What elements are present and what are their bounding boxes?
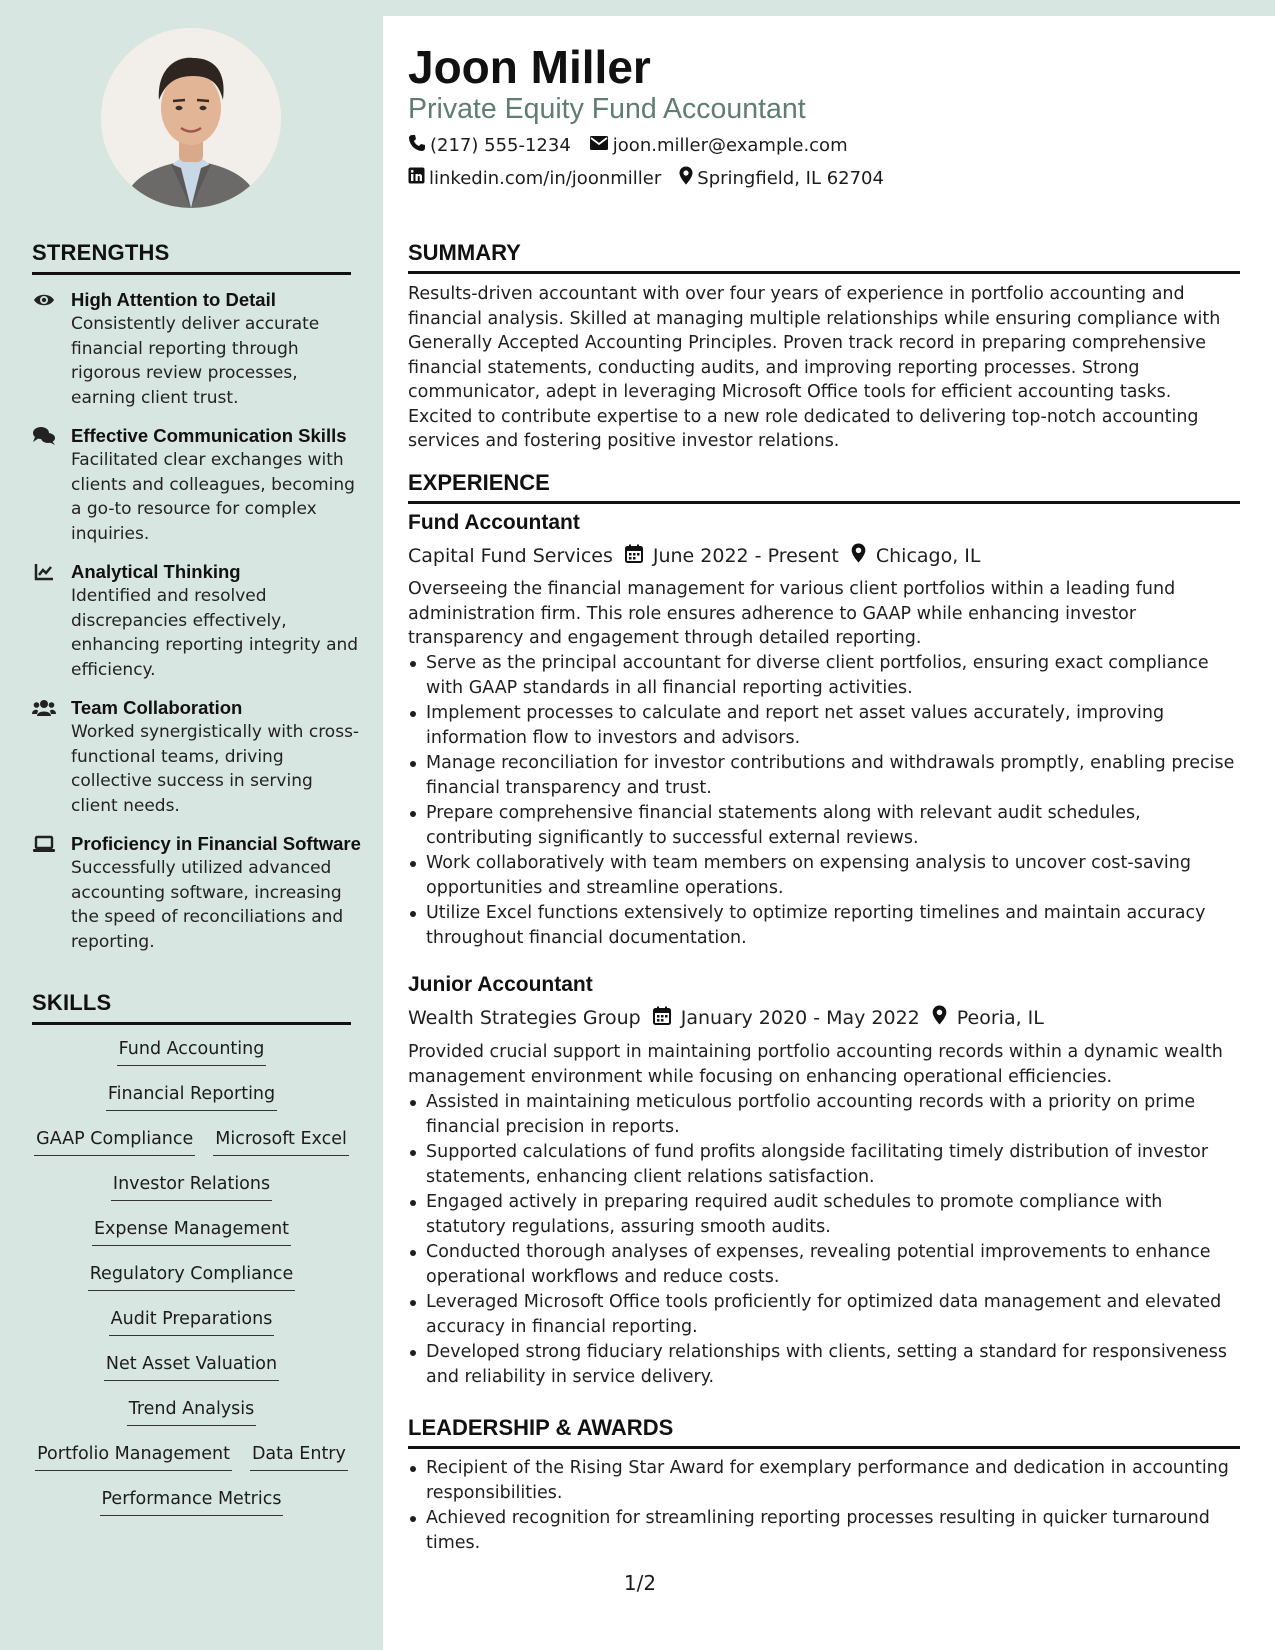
job-bullets [408, 1090, 1240, 1390]
strength-description: Identified and resolved discrepancies effectively, enhancing reporting integrity and efficiency. [71, 586, 359, 680]
sidebar [0, 0, 383, 1650]
strength-description: Successfully utilized advanced accounting software, increasing the speed of reconciliations and reporting. [71, 858, 344, 952]
map-marker-icon [851, 543, 866, 568]
calendar-icon [653, 1006, 671, 1030]
strength-description: Facilitated clear exchanges with clients and colleagues, becoming a go-to resource for complex inquiries. [71, 450, 355, 544]
list-item: Prepare comprehensive financial statements along with relevant audit schedules, contributing significantly to successful external reviews. [408, 801, 1240, 850]
strength-title: Analytical Thinking [71, 561, 241, 582]
summary-text: Results-driven accountant with over four years of experience in portfolio accounting and financial analysis. Skilled at managing multiple relationships while ensuring compliance with Generally Accepted Accounting Principles. Proven track record in preparing comprehensive financial statements, conducting audits, and improving reporting processes. Strong communicator, adept in leveraging Microsoft Office tools for efficient accounting tasks. Excited to contribute expertise to a new role dedicated to delivering top-notch accounting services and fostering positive investor relations. [408, 284, 1221, 451]
skill-tag: Portfolio Management [35, 1441, 232, 1471]
strength-title: Team Collaboration [71, 697, 243, 718]
leadership-bullets [408, 1456, 1240, 1556]
location-text: Springfield, IL 62704 [697, 167, 884, 189]
linkedin-icon [408, 167, 425, 189]
strength-item [32, 424, 362, 546]
strength-item [32, 288, 362, 410]
envelope-icon [589, 135, 609, 156]
map-marker-icon [932, 1005, 947, 1030]
list-item: Work collaboratively with team members on expensing analysis to uncover cost-saving opportunities and streamline operations. [408, 851, 1240, 900]
eye-icon [32, 290, 56, 310]
skills-list [32, 1036, 351, 1531]
job-description: Overseeing the financial management for various client portfolios within a leading fund administration firm. This role ensures adherence to GAAP while enhancing investor transparency and engagement through detailed reporting. [408, 579, 1176, 648]
list-item: Achieved recognition for streamlining reporting processes resulting in quicker turnaround times. [408, 1506, 1240, 1555]
skill-tag: Fund Accounting [117, 1036, 267, 1066]
list-item: Leveraged Microsoft Office tools proficiently for optimized data management and elevated accuracy in financial reporting. [408, 1290, 1240, 1339]
skill-tag: Trend Analysis [127, 1396, 257, 1426]
calendar-icon [625, 544, 643, 568]
email-text: joon.miller@example.com [612, 135, 848, 156]
skill-tag: Investor Relations [111, 1171, 272, 1201]
skill-tag: Net Asset Valuation [104, 1351, 279, 1381]
strength-description: Worked synergistically with cross-functional teams, driving collective success in serving client needs. [71, 722, 360, 816]
skill-tag: Regulatory Compliance [88, 1261, 296, 1291]
linkedin-text: linkedin.com/in/joonmiller [429, 167, 662, 189]
list-item: Manage reconciliation for investor contributions and withdrawals promptly, enabling precise financial transparency and trust. [408, 751, 1240, 800]
laptop-icon [32, 834, 56, 854]
skill-tag: Microsoft Excel [213, 1126, 349, 1156]
skill-tag: GAAP Compliance [34, 1126, 195, 1156]
job-dates: June 2022 - Present [652, 544, 839, 567]
job-dates: January 2020 - May 2022 [680, 1006, 920, 1029]
job-meta [408, 543, 981, 568]
list-item: Serve as the principal accountant for diverse client portfolios, ensuring exact compliance with GAAP standards in all financial reporting activities. [408, 651, 1240, 700]
list-item: Recipient of the Rising Star Award for exemplary performance and dedication in accounting responsibilities. [408, 1456, 1240, 1505]
map-marker-icon [679, 166, 693, 190]
strength-item [32, 696, 362, 818]
strength-title: Proficiency in Financial Software [71, 833, 361, 854]
strengths-heading: STRENGTHS [32, 240, 351, 275]
job-title: Junior Accountant [408, 973, 593, 996]
location-contact [679, 166, 884, 190]
list-item: Conducted thorough analyses of expenses, revealing potential improvements to enhance operational workflows and reduce costs. [408, 1240, 1240, 1289]
strength-description: Consistently deliver accurate financial reporting through rigorous review processes, earning client trust. [71, 314, 320, 408]
list-item: Supported calculations of fund profits alongside facilitating timely distribution of investor statements, enhancing client relations satisfaction. [408, 1140, 1240, 1189]
avatar [101, 28, 281, 208]
linkedin-contact[interactable] [408, 167, 661, 189]
strength-title: High Attention to Detail [71, 289, 276, 310]
job-location: Peoria, IL [956, 1006, 1044, 1029]
phone-contact[interactable] [408, 134, 571, 157]
job-meta [408, 1005, 1044, 1030]
strength-item [32, 832, 362, 954]
chart-line-icon [32, 562, 56, 582]
candidate-title: Private Equity Fund Accountant [408, 93, 806, 125]
company-name: Wealth Strategies Group [408, 1006, 641, 1029]
strength-title: Effective Communication Skills [71, 425, 347, 446]
skill-tag: Audit Preparations [109, 1306, 275, 1336]
contact-line-1 [408, 134, 848, 157]
leadership-heading: LEADERSHIP & AWARDS [408, 1415, 1240, 1449]
job-title: Fund Accountant [408, 511, 580, 534]
strengths-list [32, 288, 362, 968]
list-item: Engaged actively in preparing required audit schedules to promote compliance with statutory regulations, assuring smooth audits. [408, 1190, 1240, 1239]
job-description: Provided crucial support in maintaining portfolio accounting records within a dynamic wealth management environment while focusing on enhancing operational efficiencies. [408, 1042, 1223, 1087]
skill-tag: Expense Management [92, 1216, 291, 1246]
phone-icon [408, 134, 426, 157]
list-item: Implement processes to calculate and report net asset values accurately, improving information flow to investors and advisors. [408, 701, 1240, 750]
skills-heading: SKILLS [32, 990, 351, 1025]
strength-item [32, 560, 362, 682]
list-item: Utilize Excel functions extensively to optimize reporting timelines and maintain accuracy throughout financial documentation. [408, 901, 1240, 950]
job-bullets [408, 651, 1240, 951]
experience-heading: EXPERIENCE [408, 470, 1240, 504]
users-icon [32, 698, 56, 718]
skill-tag: Performance Metrics [100, 1486, 284, 1516]
job-location: Chicago, IL [875, 544, 981, 567]
page-number: 1/2 [623, 1571, 657, 1595]
list-item: Assisted in maintaining meticulous portfolio accounting records with a priority on prime financial precision in reports. [408, 1090, 1240, 1139]
contact-line-2 [408, 166, 884, 190]
skill-tag: Data Entry [250, 1441, 348, 1471]
list-item: Developed strong fiduciary relationships with clients, setting a standard for responsiveness and reliability in service delivery. [408, 1340, 1240, 1389]
comments-icon [32, 426, 56, 446]
skill-tag: Financial Reporting [106, 1081, 277, 1111]
phone-text: (217) 555-1234 [430, 135, 571, 156]
company-name: Capital Fund Services [408, 544, 613, 567]
summary-heading: SUMMARY [408, 240, 1240, 274]
email-contact[interactable] [589, 135, 848, 156]
candidate-name: Joon Miller [408, 41, 651, 93]
